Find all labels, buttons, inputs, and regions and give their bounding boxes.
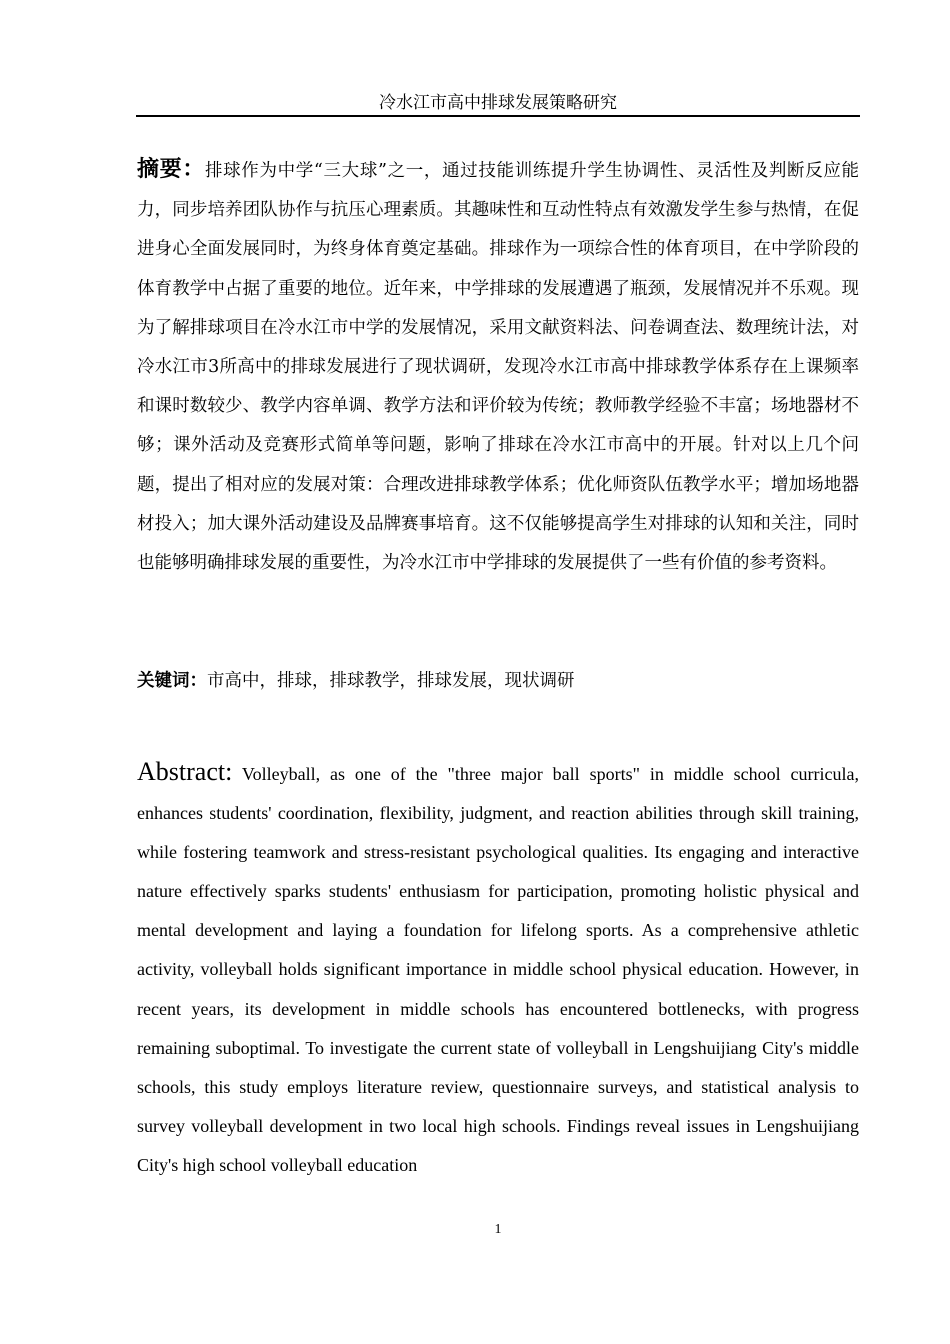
english-abstract-label: Abstract:	[137, 757, 233, 786]
header-rule	[136, 115, 860, 117]
chinese-abstract-label: 摘要：	[137, 157, 205, 182]
keywords	[137, 667, 859, 695]
running-header-title: 冷水江市高中排球发展策略研究	[379, 93, 617, 113]
page-number: 1	[494, 1222, 502, 1237]
keywords-label: 关键词：	[137, 671, 207, 691]
chinese-abstract	[137, 150, 859, 583]
english-abstract-text: Volleyball, as one of the "three major ball sports" in middle school curricula, enhances students' coordination, flexibility, judgment, and reaction abilities through skill training, while fostering teamwork and stress-resistant psychological qualities. Its engaging and interactive nature effectively sparks students' enthusiasm for participation, promoting holistic physical and mental development and laying a foundation for lifelong sports. As a comprehensive athletic activity, volleyball holds significant importance in middle school physical education. However, in recent years, its development in middle schools has encountered bottlenecks, with progress remaining suboptimal. To investigate the current state of volleyball in Lengshuijiang City's middle schools, this study employs literature review, questionnaire surveys, and statistical analysis to survey volleyball development in two local high schools. Findings reveal issues in Lengshuijiang City's high school volleyball education	[137, 764, 859, 1175]
english-abstract	[137, 752, 859, 1185]
chinese-abstract-text: 排球作为中学“三大球”之一，通过技能训练提升学生协调性、灵活性及判断反应能力，同步培养团队协作与抗压心理素质。其趣味性和互动性特点有效激发学生参与热情，在促进身心全面发展同时，为终身体育奠定基础。排球作为一项综合性的体育项目，在中学阶段的体育教学中占据了重要的地位。近年来，中学排球的发展遭遇了瓶颈，发展情况并不乐观。现为了解排球项目在冷水江市中学的发展情况，采用文献资料法、问卷调查法、数理统计法，对冷水江市3所高中的排球发展进行了现状调研，发现冷水江市高中排球教学体系存在上课频率和课时数较少、教学内容单调、教学方法和评价较为传统；教师教学经验不丰富；场地器材不够；课外活动及竞赛形式简单等问题，影响了排球在冷水江市高中的开展。针对以上几个问题，提出了相对应的发展对策：合理改进排球教学体系；优化师资队伍教学水平；增加场地器材投入；加大课外活动建设及品牌赛事培育。这不仅能够提高学生对排球的认知和关注，同时也能够明确排球发展的重要性，为冷水江市中学排球的发展提供了一些有价值的参考资料。	[137, 161, 859, 574]
keywords-text: 市高中，排球，排球教学，排球发展，现状调研	[207, 671, 575, 691]
